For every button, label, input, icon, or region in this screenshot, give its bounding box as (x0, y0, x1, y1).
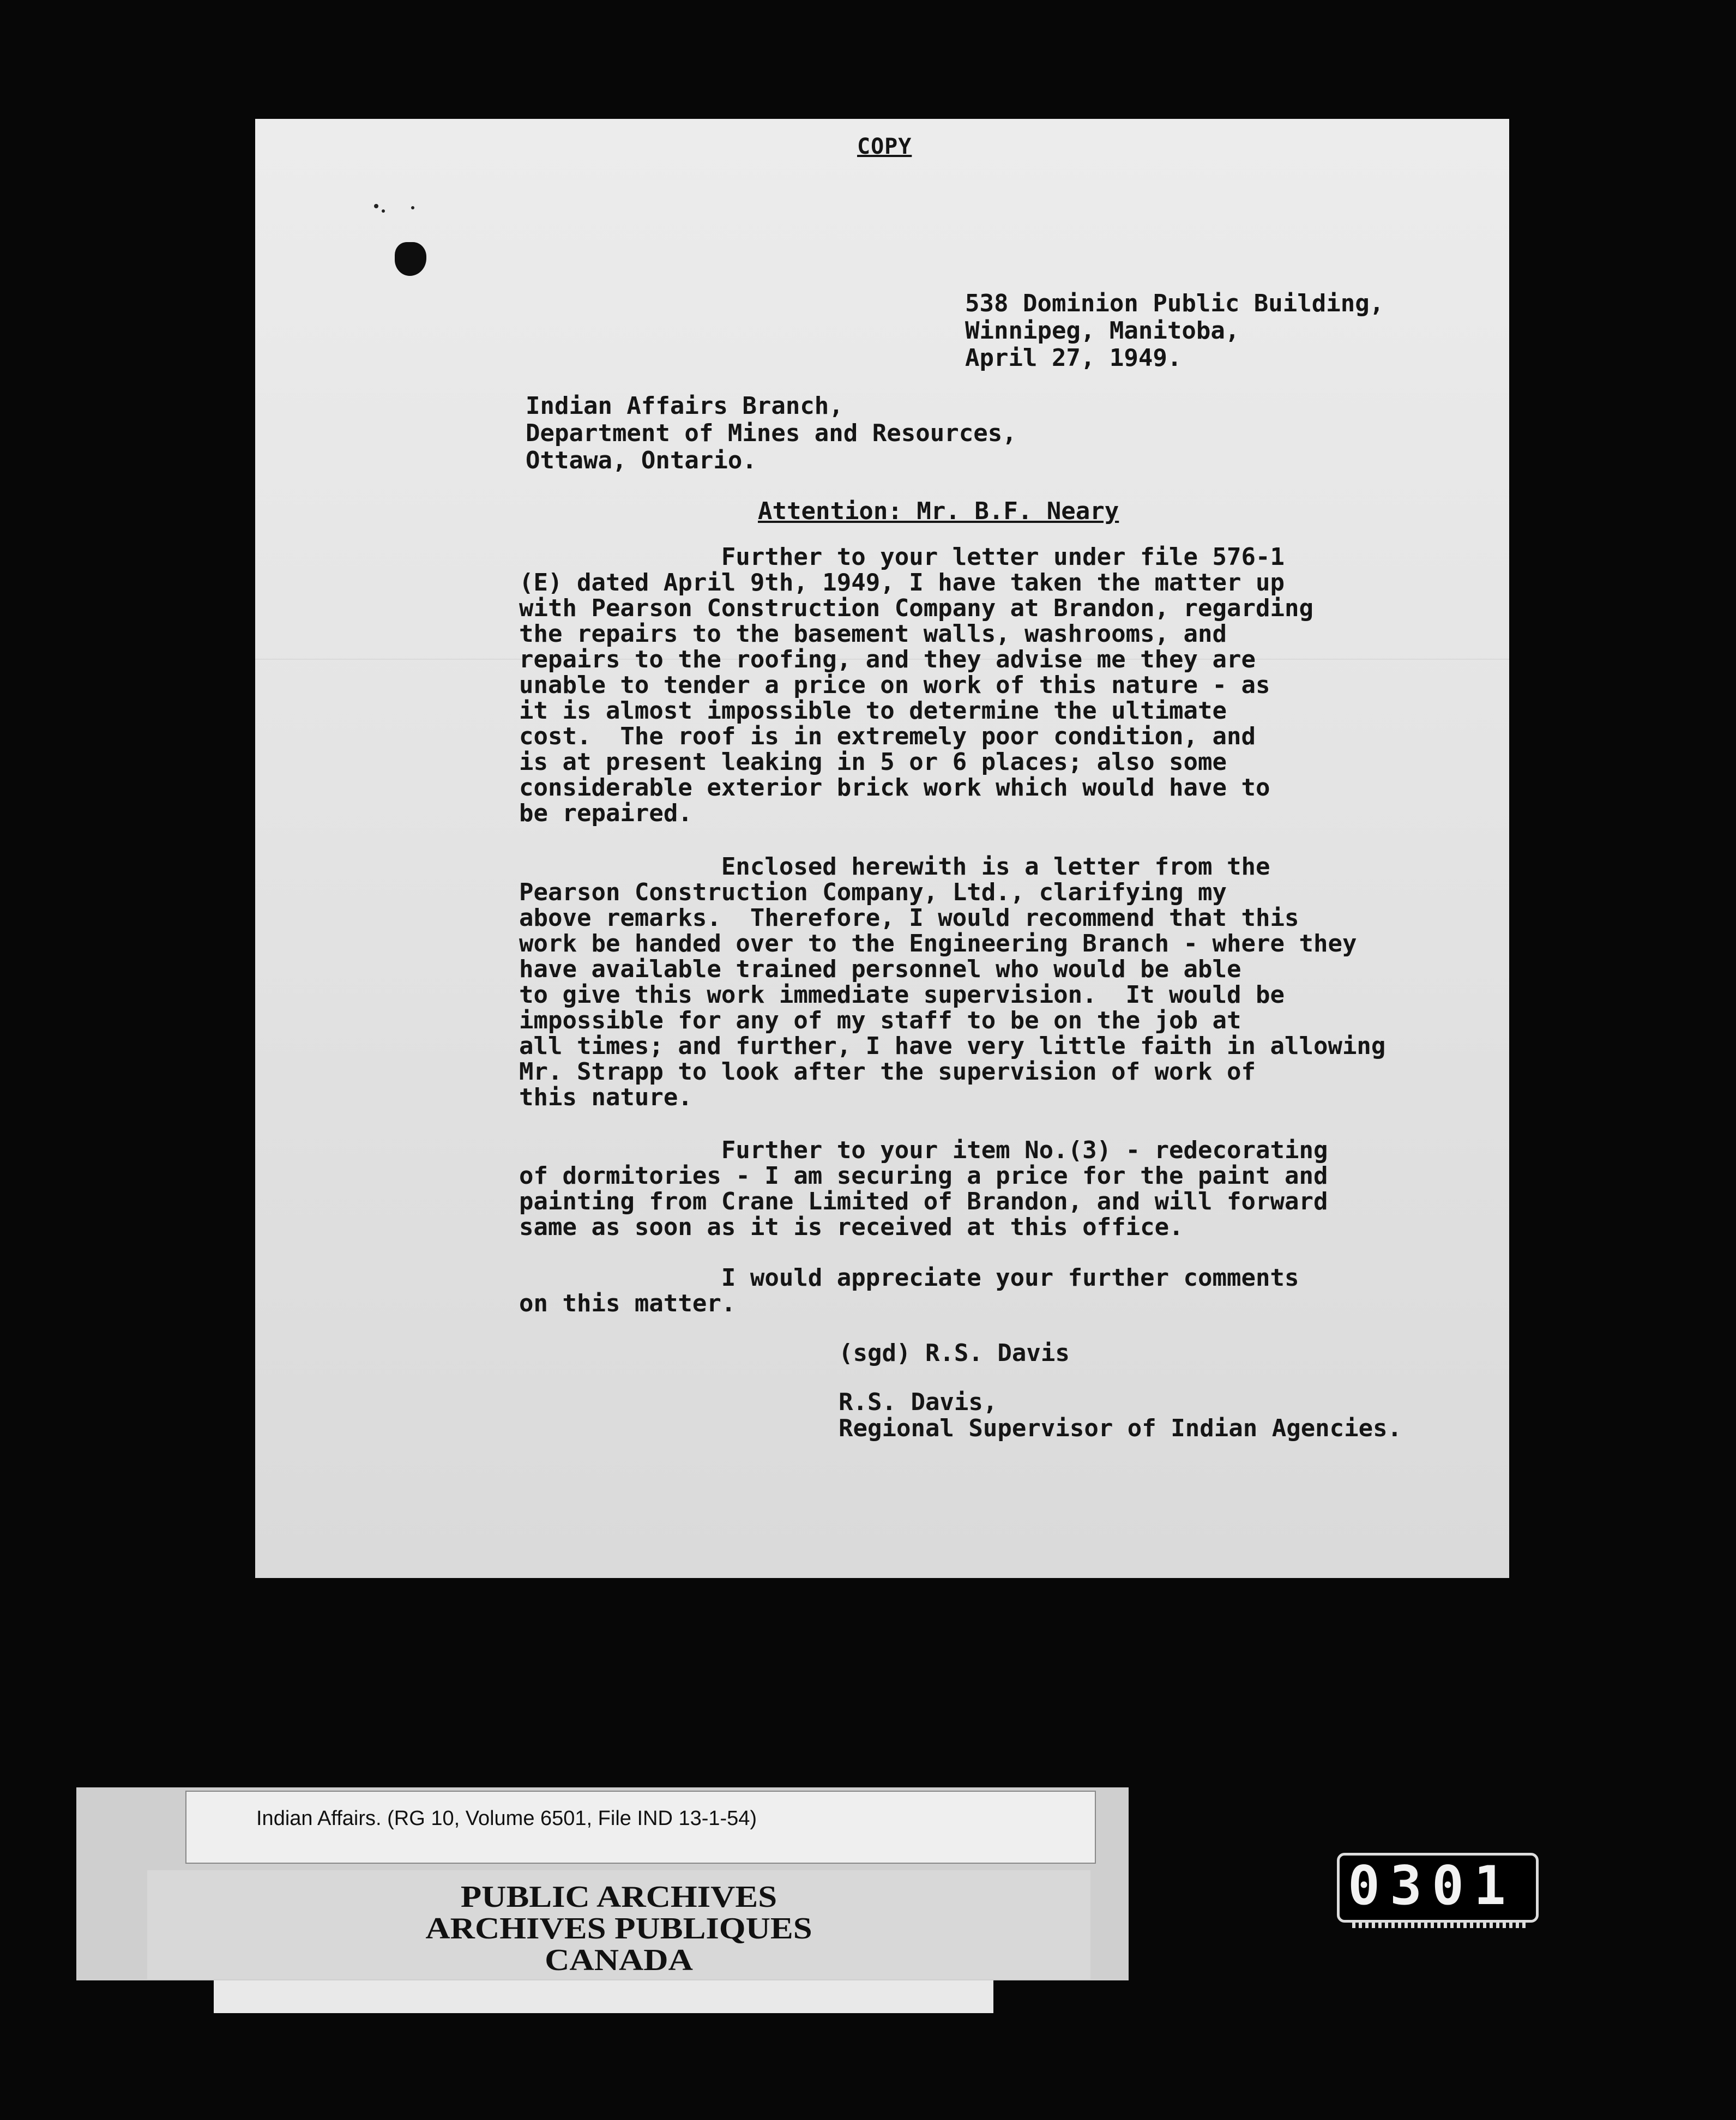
stamp-line: PUBLIC ARCHIVES (460, 1880, 777, 1914)
paragraph-1-line: the repairs to the basement walls, washrooms, and (519, 620, 1227, 648)
signature-line: (sgd) R.S. Davis (839, 1339, 1070, 1367)
ink-speck (382, 209, 385, 213)
ink-speck (411, 206, 414, 209)
paragraph-2-line: all times; and further, I have very little faith in allowing (519, 1032, 1386, 1060)
paragraph-2-line: this nature. (519, 1083, 692, 1111)
ink-blot (395, 242, 426, 276)
paragraph-1-line: repairs to the roofing, and they advise me they are (519, 646, 1256, 673)
paragraph-1-line: unable to tender a price on work of this nature - as (519, 671, 1270, 699)
copy-heading: COPY (857, 134, 912, 159)
paragraph-2-line: impossible for any of my staff to be on the job at (519, 1007, 1241, 1034)
paragraph-1-line: with Pearson Construction Company at Brandon, regarding (519, 594, 1313, 622)
paragraph-1-line: is at present leaking in 5 or 6 places; also some (519, 748, 1227, 776)
sender-address-line: 538 Dominion Public Building, (965, 290, 1384, 317)
paragraph-1-line: (E) dated April 9th, 1949, I have taken the matter up (519, 569, 1285, 597)
paragraph-3-line: Further to your item No.(3) - redecorating (519, 1136, 1328, 1164)
frame-number: 0301 (1347, 1855, 1516, 1917)
paragraph-2-line: Mr. Strapp to look after the supervision of work of (519, 1058, 1256, 1086)
letter-page (255, 119, 1509, 1578)
recipient-line: Ottawa, Ontario. (526, 447, 757, 474)
letter-date: April 27, 1949. (965, 344, 1182, 372)
film-sprocket-ticks (1352, 1922, 1527, 1928)
sender-address-line: Winnipeg, Manitoba, (965, 317, 1240, 345)
paragraph-1-line: be repaired. (519, 799, 692, 827)
paragraph-2-line: have available trained personnel who would be able (519, 955, 1241, 983)
attention-line: Attention: Mr. B.F. Neary (758, 497, 1119, 525)
paragraph-1-line: cost. The roof is in extremely poor condition, and (519, 722, 1256, 750)
ink-speck (374, 204, 378, 208)
signer-title: Regional Supervisor of Indian Agencies. (839, 1414, 1402, 1442)
paragraph-3-line: painting from Crane Limited of Brandon, and will forward (519, 1188, 1328, 1215)
recipient-line: Indian Affairs Branch, (526, 392, 843, 420)
paragraph-2-line: above remarks. Therefore, I would recommend that this (519, 904, 1299, 932)
stamp-line: ARCHIVES PUBLIQUES (425, 1912, 812, 1946)
stamp-line: CANADA (545, 1943, 693, 1977)
paragraph-4-line: I would appreciate your further comments (519, 1264, 1299, 1292)
paragraph-1-line: considerable exterior brick work which would have to (519, 774, 1270, 802)
paragraph-1-line: Further to your letter under file 576-1 (519, 543, 1285, 571)
paragraph-4-line: on this matter. (519, 1290, 736, 1317)
paragraph-2-line: work be handed over to the Engineering Branch - where they (519, 930, 1357, 957)
archives-stamp (147, 1870, 1090, 1979)
archive-label-edge (214, 1980, 993, 2013)
archive-reference: Indian Affairs. (RG 10, Volume 6501, File IND 13-1-54) (256, 1807, 757, 1830)
paragraph-2-line: Pearson Construction Company, Ltd., clarifying my (519, 878, 1227, 906)
paragraph-3-line: same as soon as it is received at this office. (519, 1213, 1184, 1241)
paragraph-3-line: of dormitories - I am securing a price for the paint and (519, 1162, 1328, 1190)
signer-name: R.S. Davis, (839, 1388, 998, 1416)
paragraph-2-line: to give this work immediate supervision. It would be (519, 981, 1285, 1009)
paragraph-2-line: Enclosed herewith is a letter from the (519, 853, 1270, 881)
recipient-line: Department of Mines and Resources, (526, 419, 1017, 447)
paragraph-1-line: it is almost impossible to determine the ultimate (519, 697, 1227, 725)
